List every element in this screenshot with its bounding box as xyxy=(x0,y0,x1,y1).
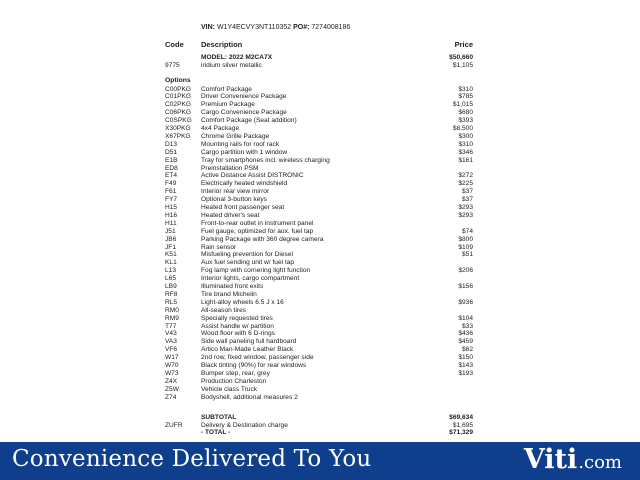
option-price: $936 xyxy=(458,298,473,306)
option-code: RL5 xyxy=(165,298,178,306)
logo-tld: .com xyxy=(578,452,622,473)
option-price: $310 xyxy=(458,85,473,93)
base-row xyxy=(165,62,473,70)
option-code: W17 xyxy=(165,354,179,362)
option-price: $436 xyxy=(458,330,473,338)
option-row xyxy=(165,378,473,386)
option-price: $69,634 xyxy=(449,414,473,421)
option-code: Z5W xyxy=(165,385,179,393)
option-description: Wood floor with 6 D-rings xyxy=(201,330,275,338)
option-code: F61 xyxy=(165,188,177,196)
option-price: $300 xyxy=(458,132,473,140)
option-code: C00PKG xyxy=(165,85,192,93)
option-row xyxy=(165,228,473,236)
option-description: Rain sensor xyxy=(201,243,237,251)
option-description: Misfueling prevention for Diesel xyxy=(201,251,293,259)
option-price: $50,660 xyxy=(449,54,473,61)
option-row xyxy=(165,259,473,267)
option-row xyxy=(165,354,473,362)
option-row xyxy=(165,267,473,275)
option-description: Electrically heated windshield xyxy=(201,180,288,188)
option-description: Mounting rails for roof rack xyxy=(201,140,280,148)
option-code: H11 xyxy=(165,219,177,227)
option-row xyxy=(165,172,473,180)
column-header-code: Code xyxy=(165,40,184,49)
option-code: C01PKG xyxy=(165,93,192,101)
option-description: Heated driver's seat xyxy=(201,211,260,219)
option-price: $37 xyxy=(461,188,473,196)
option-code: W70 xyxy=(165,362,179,369)
option-description: Assist handle w/ partition xyxy=(201,322,274,330)
vin-label: VIN: xyxy=(201,24,215,31)
option-description: Interior lights, cargo compartment xyxy=(201,275,300,283)
option-row xyxy=(165,236,473,244)
option-code: RF8 xyxy=(165,290,178,298)
option-description: Comfort Package xyxy=(201,85,252,93)
option-code: F49 xyxy=(165,180,177,188)
option-code: T77 xyxy=(165,322,177,330)
option-code: FY7 xyxy=(165,196,178,204)
option-price: $74 xyxy=(461,227,473,235)
option-price: $272 xyxy=(458,172,473,180)
option-price: $71,329 xyxy=(449,429,473,436)
option-description: Optional 3-button keys xyxy=(201,196,267,204)
option-code: JB6 xyxy=(165,235,177,243)
option-code: D13 xyxy=(165,140,178,148)
option-row xyxy=(165,86,473,94)
option-price: $161 xyxy=(458,156,473,164)
option-description: Specially requested tires xyxy=(201,314,273,322)
option-description: Illuminated front exits xyxy=(201,283,264,290)
option-price: $1,105 xyxy=(452,61,473,69)
option-code: 9775 xyxy=(165,61,180,69)
option-description: Bumper step, rear, grey xyxy=(201,369,270,377)
option-row xyxy=(165,196,473,204)
viti-logo xyxy=(524,444,622,475)
option-row xyxy=(165,141,473,149)
option-description: Tire brand Michelin xyxy=(201,290,257,298)
option-row xyxy=(165,93,473,101)
column-header-description: Description xyxy=(201,40,243,49)
option-row xyxy=(165,157,473,165)
total-row xyxy=(165,429,473,437)
option-row xyxy=(165,346,473,354)
options-heading: Options xyxy=(165,77,191,84)
option-code: JF1 xyxy=(165,243,176,251)
option-price: $33 xyxy=(461,322,473,330)
option-row xyxy=(165,180,473,188)
option-code: ET4 xyxy=(165,172,178,180)
option-description: Delivery & Destination charge xyxy=(201,421,288,429)
option-row xyxy=(165,386,473,394)
option-description: Interior rear view mirror xyxy=(201,188,270,196)
option-price: $459 xyxy=(458,338,473,346)
option-code: VF6 xyxy=(165,346,178,354)
option-price: $109 xyxy=(458,243,473,251)
option-row xyxy=(165,204,473,212)
option-code: J51 xyxy=(165,227,176,235)
option-code: D51 xyxy=(165,148,178,156)
option-code: RM0 xyxy=(165,306,179,314)
option-row xyxy=(165,220,473,228)
option-row xyxy=(165,362,473,370)
option-code: ED8 xyxy=(165,164,178,172)
option-row xyxy=(165,133,473,141)
option-code: L65 xyxy=(165,275,177,283)
option-description: Light-alloy wheels 6.5 J x 16 xyxy=(201,298,284,306)
option-price: $104 xyxy=(458,314,473,322)
option-code: H16 xyxy=(165,211,178,219)
option-code: L13 xyxy=(165,267,177,275)
option-description: Premium Package xyxy=(201,101,255,109)
option-price: $206 xyxy=(458,267,473,275)
logo-brand: Viti xyxy=(523,444,578,475)
banner-tagline: Convenience Delivered To You xyxy=(12,446,372,472)
vin-value: W1Y4ECVY3NT110352 xyxy=(216,24,292,31)
option-code: Z74 xyxy=(165,393,177,401)
option-description: iridium silver metallic xyxy=(201,61,262,69)
option-price: $680 xyxy=(458,109,473,117)
option-row xyxy=(165,291,473,299)
option-row xyxy=(165,117,473,125)
option-row xyxy=(165,370,473,378)
option-price: $156 xyxy=(458,283,473,290)
option-price: $310 xyxy=(458,140,473,148)
option-code: KL1 xyxy=(165,259,177,267)
option-row xyxy=(165,283,473,291)
option-row xyxy=(165,109,473,117)
option-code: VA3 xyxy=(165,338,177,346)
option-row xyxy=(165,275,473,283)
option-code: X30PKG xyxy=(165,125,191,132)
column-header-price: Price xyxy=(454,40,473,49)
option-price: $1,015 xyxy=(452,101,473,109)
option-code: K51 xyxy=(165,251,177,259)
option-description: Cargo partition with 1 window xyxy=(201,148,288,156)
option-description: Production Charleston xyxy=(201,377,267,385)
option-description: Comfort Package (Seat addition) xyxy=(201,117,297,125)
option-price: $293 xyxy=(458,204,473,211)
option-row xyxy=(165,330,473,338)
option-row xyxy=(165,125,473,133)
option-code: LB9 xyxy=(165,283,177,290)
option-row xyxy=(165,149,473,157)
option-row xyxy=(165,251,473,259)
option-price: $293 xyxy=(458,211,473,219)
option-description: Chrome Grille Package xyxy=(201,132,270,140)
option-price: $1,695 xyxy=(452,421,473,429)
option-row xyxy=(165,323,473,331)
option-price: $51 xyxy=(461,251,473,259)
option-code: X67PKG xyxy=(165,132,191,140)
option-row xyxy=(165,315,473,323)
option-description: Aux fuel sending unit w/ fuel tap xyxy=(201,259,295,267)
option-row xyxy=(165,101,473,109)
option-description: Vehicle class Truck xyxy=(201,385,258,393)
option-price: $393 xyxy=(458,117,473,125)
option-code: C0SPKG xyxy=(165,117,192,125)
option-price: $143 xyxy=(458,362,473,369)
po-value: 7274008186 xyxy=(311,24,351,31)
option-code: ZUFR xyxy=(165,421,183,429)
option-code: V43 xyxy=(165,330,177,338)
option-description: Driver Convenience Package xyxy=(201,93,287,101)
option-price: $225 xyxy=(458,180,473,188)
option-description: Black tinting (90%) for rear windows xyxy=(201,362,307,369)
option-description: All-season tires xyxy=(201,306,247,314)
option-price: $62 xyxy=(461,346,473,354)
option-price: $8,500 xyxy=(452,125,473,132)
option-description: 2nd row, fixed window, passenger side xyxy=(201,354,314,362)
option-price: $150 xyxy=(458,354,473,362)
option-description: Heated front passenger seat xyxy=(201,204,285,211)
option-description: MODEL: 2022 M2CA7X xyxy=(201,54,273,61)
option-row xyxy=(165,188,473,196)
option-description: Parking Package with 360 degree camera xyxy=(201,235,324,243)
option-description: Front-to-rear outlet in instrument panel xyxy=(201,219,314,227)
option-code: C06PKG xyxy=(165,109,192,117)
option-description: Tray for smartphones incl. wireless charging xyxy=(201,156,330,164)
option-price: $800 xyxy=(458,235,473,243)
option-description: Fog lamp with cornering light function xyxy=(201,267,311,275)
option-description: Fuel gauge, optimized for aux. fuel tap xyxy=(201,227,314,235)
option-description: Preinstallation PSM xyxy=(201,164,259,172)
option-code: Z4X xyxy=(165,377,178,385)
option-description: SUBTOTAL xyxy=(201,414,237,421)
option-row xyxy=(165,165,473,173)
option-description: Artico Man-Made Leather Black xyxy=(201,346,294,354)
option-row xyxy=(165,244,473,252)
option-price: $785 xyxy=(458,93,473,101)
vin-line xyxy=(201,24,350,31)
option-description: - TOTAL - xyxy=(201,429,231,436)
option-row xyxy=(165,299,473,307)
option-code: RM9 xyxy=(165,314,179,322)
option-code: W73 xyxy=(165,369,179,377)
option-row xyxy=(165,212,473,220)
option-description: Side wall paneling full hardboard xyxy=(201,338,297,346)
option-description: 4x4 Package xyxy=(201,125,240,132)
option-price: $193 xyxy=(458,369,473,377)
option-code: H15 xyxy=(165,204,178,211)
option-price: $37 xyxy=(461,196,473,204)
option-row xyxy=(165,307,473,315)
option-description: Bodyshell, additional measures 2 xyxy=(201,393,298,401)
po-label: PO#: xyxy=(293,24,310,31)
option-code: E1B xyxy=(165,156,178,164)
option-row xyxy=(165,394,473,402)
option-description: Cargo Convenience Package xyxy=(201,109,287,117)
option-price: $346 xyxy=(458,148,473,156)
option-row xyxy=(165,338,473,346)
option-description: Active Distance Assist DISTRONIC xyxy=(201,172,304,180)
option-code: C02PKG xyxy=(165,101,192,109)
